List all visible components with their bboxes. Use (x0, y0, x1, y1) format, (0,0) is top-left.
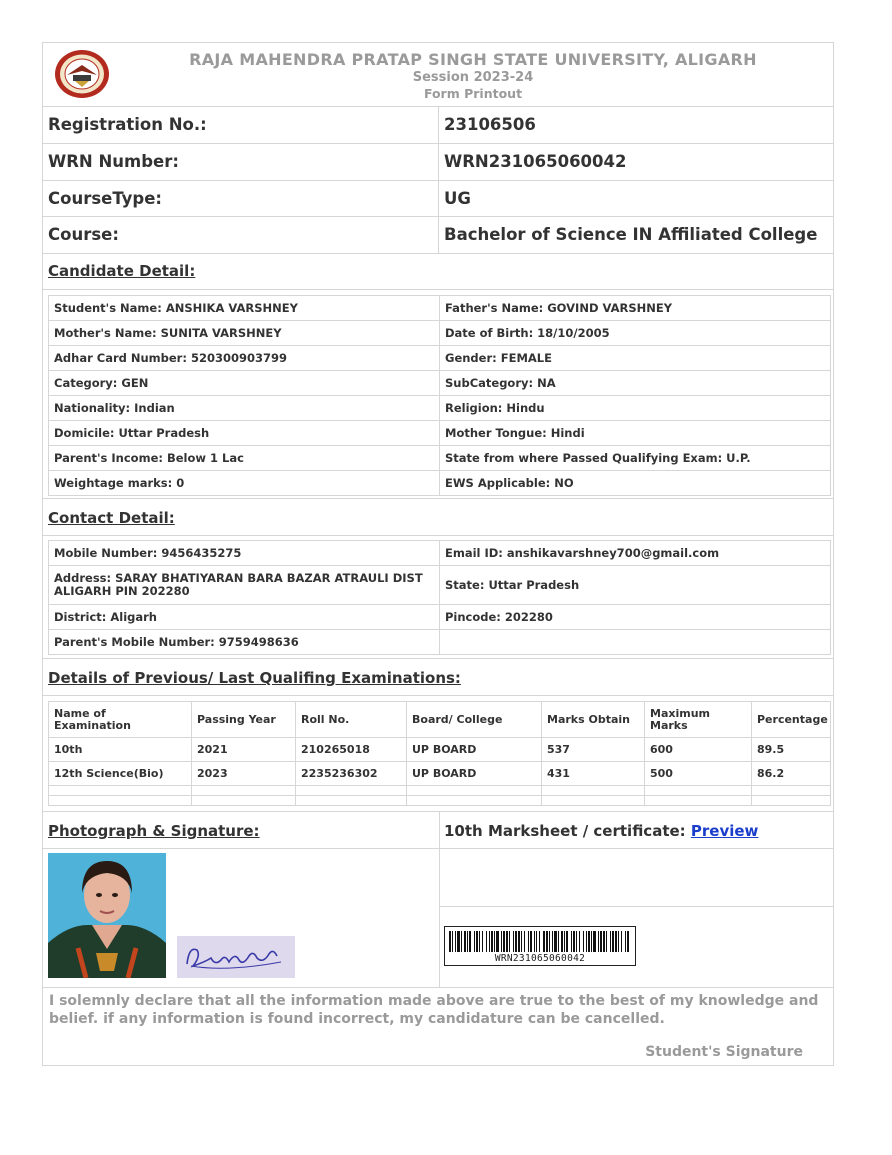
table-cell: State from where Passed Qualifying Exam: U.P. (440, 446, 831, 471)
table-cell: SubCategory: NA (440, 371, 831, 396)
table-cell: 537 (542, 738, 645, 762)
university-name: RAJA MAHENDRA PRATAP SINGH STATE UNIVERSITY, ALIGARH (189, 50, 757, 69)
table-cell: 89.5 (752, 738, 831, 762)
table-cell: Address: SARAY BHATIYARAN BARA BAZAR ATRAULI DIST ALIGARH PIN 202280 (49, 566, 440, 605)
course-label: Course: (48, 225, 119, 244)
table-row (49, 762, 831, 786)
contact-detail-table (48, 540, 831, 655)
doc-type-label: Form Printout (423, 86, 523, 101)
student-signature-label: Student's Signature (645, 1044, 803, 1060)
contact-detail-heading: Contact Detail: (48, 509, 175, 527)
table-cell: UP BOARD (407, 762, 542, 786)
university-logo-icon (53, 49, 111, 99)
table-row-empty (49, 796, 831, 806)
form-header (43, 43, 833, 107)
table-cell: Mobile Number: 9456435275 (49, 541, 440, 566)
photo-signature-heading: Photograph & Signature: (48, 822, 260, 840)
coursetype-value: UG (444, 188, 471, 208)
summary-row-wrn (43, 143, 833, 181)
table-cell: 10th (49, 738, 192, 762)
course-value: Bachelor of Science IN Affiliated College (444, 225, 818, 244)
table-cell: District: Aligarh (49, 605, 440, 630)
table-cell (440, 630, 831, 655)
barcode-bars-icon (449, 931, 631, 952)
table-cell: Weightage marks: 0 (49, 471, 440, 496)
coursetype-label: CourseType: (48, 188, 162, 208)
table-cell: 2235236302 (296, 762, 407, 786)
table-cell: Student's Name: ANSHIKA VARSHNEY (49, 296, 440, 321)
summary-row-registration (43, 106, 833, 144)
wrn-barcode (444, 926, 636, 966)
table-cell: 431 (542, 762, 645, 786)
table-cell: 210265018 (296, 738, 407, 762)
table-cell: Mother's Name: SUNITA VARSHNEY (49, 321, 440, 346)
column-header: Roll No. (296, 702, 407, 738)
wrn-label: WRN Number: (48, 152, 179, 171)
table-cell: Religion: Hindu (440, 396, 831, 421)
exams-table (48, 701, 831, 806)
table-row (49, 346, 831, 371)
exams-heading: Details of Previous/ Last Qualifing Examinations: (48, 669, 461, 687)
candidate-detail-heading: Candidate Detail: (48, 262, 196, 280)
candidate-photo (48, 853, 166, 978)
table-cell: Gender: FEMALE (440, 346, 831, 371)
table-cell: Nationality: Indian (49, 396, 440, 421)
marksheet-line (444, 822, 758, 840)
candidate-signature (177, 936, 295, 978)
table-row (49, 566, 831, 605)
registration-label: Registration No.: (48, 115, 207, 134)
column-header: Passing Year (192, 702, 296, 738)
table-cell: Date of Birth: 18/10/2005 (440, 321, 831, 346)
table-cell: EWS Applicable: NO (440, 471, 831, 496)
table-cell: State: Uttar Pradesh (440, 566, 831, 605)
declaration-text: I solemnly declare that all the information made above are true to the best of my knowledge and belief. if any information is found incorrect, my candidature can be cancelled. (49, 993, 819, 1027)
table-cell: Category: GEN (49, 371, 440, 396)
table-row (49, 541, 831, 566)
table-cell: Parent's Income: Below 1 Lac (49, 446, 440, 471)
table-cell: 12th Science(Bio) (49, 762, 192, 786)
table-cell: Email ID: anshikavarshney700@gmail.com (440, 541, 831, 566)
table-row (49, 738, 831, 762)
column-header: Name of Examination (49, 702, 192, 738)
table-cell: 2021 (192, 738, 296, 762)
table-cell: 500 (645, 762, 752, 786)
table-cell: Parent's Mobile Number: 9759498636 (49, 630, 440, 655)
candidate-detail-table (48, 295, 831, 496)
table-cell: 86.2 (752, 762, 831, 786)
marksheet-preview-link[interactable]: Preview (690, 822, 759, 840)
session-label: Session 2023-24 (412, 70, 534, 85)
table-cell: Pincode: 202280 (440, 605, 831, 630)
summary-row-coursetype (43, 180, 833, 217)
table-cell: 600 (645, 738, 752, 762)
table-row-empty (49, 786, 831, 796)
form-printout (42, 42, 834, 1066)
table-cell: Domicile: Uttar Pradesh (49, 421, 440, 446)
table-cell: 2023 (192, 762, 296, 786)
table-row (49, 421, 831, 446)
table-header-row (49, 702, 831, 738)
wrn-value: WRN231065060042 (444, 152, 627, 171)
table-cell: Adhar Card Number: 520300903799 (49, 346, 440, 371)
table-row (49, 471, 831, 496)
table-row (49, 371, 831, 396)
summary-row-course (43, 216, 833, 254)
table-row (49, 446, 831, 471)
table-row (49, 630, 831, 655)
table-row (49, 396, 831, 421)
registration-value: 23106506 (444, 115, 536, 134)
barcode-text: WRN231065060042 (494, 953, 586, 964)
column-header: Maximum Marks (645, 702, 752, 738)
column-header: Marks Obtain (542, 702, 645, 738)
table-row (49, 605, 831, 630)
table-row (49, 321, 831, 346)
marksheet-label: 10th Marksheet / certificate: (444, 822, 691, 840)
table-cell: Father's Name: GOVIND VARSHNEY (440, 296, 831, 321)
table-row (49, 296, 831, 321)
table-cell: Mother Tongue: Hindi (440, 421, 831, 446)
column-header: Percentage (752, 702, 831, 738)
column-header: Board/ College (407, 702, 542, 738)
table-cell: UP BOARD (407, 738, 542, 762)
